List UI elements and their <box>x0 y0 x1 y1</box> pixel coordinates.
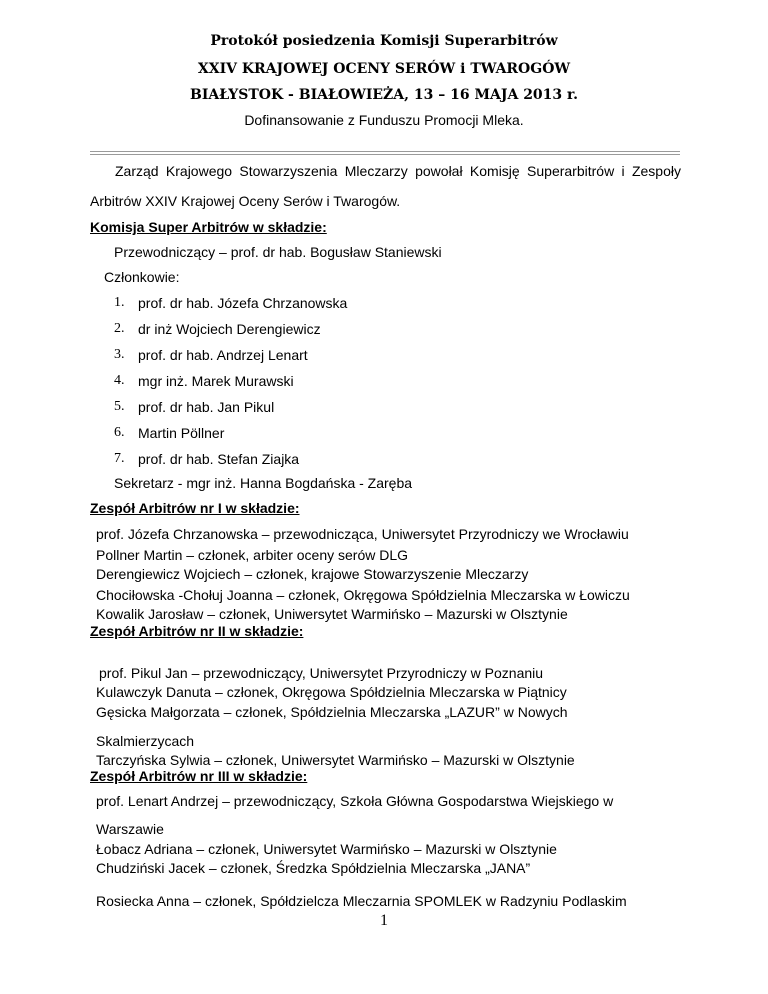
intro-line-2: Arbitrów XXIV Krajowej Oceny Serów i Twarogów. <box>90 193 401 209</box>
list-item: Derengiewicz Wojciech – członek, krajowe Stowarzyszenie Mleczarzy <box>96 566 529 582</box>
document-title: Protokół posiedzenia Komisji Superarbitrów <box>210 33 558 49</box>
super-commission-heading: Komisja Super Arbitrów w składzie: <box>90 219 327 235</box>
list-item: Chudziński Jacek – członek, Średzka Spółdzielnia Mleczarska „JANA” <box>96 860 531 876</box>
team-1-heading: Zespół Arbitrów nr I w składzie: <box>90 500 300 516</box>
event-location-date: BIAŁYSTOK - BIAŁOWIEŻA, 13 – 16 MAJA 2013 r. <box>190 87 578 103</box>
member-name: mgr inż. Marek Murawski <box>138 373 294 389</box>
list-item: prof. Józefa Chrzanowska – przewodnicząca, Uniwersytet Przyrodniczy we Wrocławiu <box>96 526 629 542</box>
list-number: 7. <box>114 451 125 466</box>
team-3-heading: Zespół Arbitrów nr III w składzie: <box>90 768 308 784</box>
event-title: XXIV KRAJOWEJ OCENY SERÓW i TWAROGÓW <box>197 61 571 77</box>
member-name: dr inż Wojciech Derengiewicz <box>138 321 321 337</box>
list-item: prof. Lenart Andrzej – przewodniczący, Szkoła Główna Gospodarstwa Wiejskiego w <box>96 793 614 809</box>
member-name: prof. dr hab. Stefan Ziajka <box>138 451 300 467</box>
list-number: 4. <box>114 373 125 388</box>
members-label: Członkowie: <box>104 269 180 285</box>
list-item: Kowalik Jarosław – członek, Uniwersytet Warmińsko – Mazurski w Olsztynie <box>96 606 568 622</box>
list-item: Warszawie <box>96 821 164 837</box>
funding-note: Dofinansowanie z Funduszu Promocji Mleka. <box>244 112 524 128</box>
member-name: prof. dr hab. Józefa Chrzanowska <box>138 295 348 311</box>
header-divider-bottom <box>90 154 680 155</box>
super-commission-chair: Przewodniczący – prof. dr hab. Bogusław Staniewski <box>114 244 442 260</box>
list-item: Gęsicka Małgorzata – członek, Spółdzielnia Mleczarska „LAZUR” w Nowych <box>96 704 568 720</box>
list-item: Pollner Martin – członek, arbiter oceny serów DLG <box>96 547 409 563</box>
list-item: prof. Pikul Jan – przewodniczący, Uniwersytet Przyrodniczy w Poznaniu <box>99 665 544 681</box>
list-number: 6. <box>114 425 125 440</box>
list-item: Tarczyńska Sylwia – członek, Uniwersytet Warmińsko – Mazurski w Olsztynie <box>96 752 575 768</box>
team-2-heading: Zespół Arbitrów nr II w składzie: <box>90 623 304 639</box>
list-item: Chociłowska -Chołuj Joanna – członek, Okręgowa Spółdzielnia Mleczarska w Łowiczu <box>96 587 630 603</box>
list-number: 3. <box>114 347 125 362</box>
list-number: 1. <box>114 295 125 310</box>
list-item: Łobacz Adriana – członek, Uniwersytet Warmińsko – Mazurski w Olsztynie <box>96 841 557 857</box>
list-item: Rosiecka Anna – członek, Spółdzielcza Mleczarnia SPOMLEK w Radzyniu Podlaskim <box>96 893 627 909</box>
header-divider-top <box>90 151 680 152</box>
page-number: 1 <box>380 912 388 929</box>
member-name: prof. dr hab. Andrzej Lenart <box>138 347 308 363</box>
list-item: Kulawczyk Danuta – członek, Okręgowa Spółdzielnia Mleczarska w Piątnicy <box>96 684 567 700</box>
list-item: Skalmierzycach <box>96 733 195 749</box>
list-number: 5. <box>114 399 125 414</box>
member-name: prof. dr hab. Jan Pikul <box>138 399 275 415</box>
member-name: Martin Pöllner <box>138 425 225 441</box>
secretary: Sekretarz - mgr inż. Hanna Bogdańska - Zaręba <box>114 475 413 491</box>
list-number: 2. <box>114 321 125 336</box>
intro-line-1: Zarząd Krajowego Stowarzyszenia Mleczarzy powołał Komisję Superarbitrów i Zespoły <box>115 163 681 179</box>
